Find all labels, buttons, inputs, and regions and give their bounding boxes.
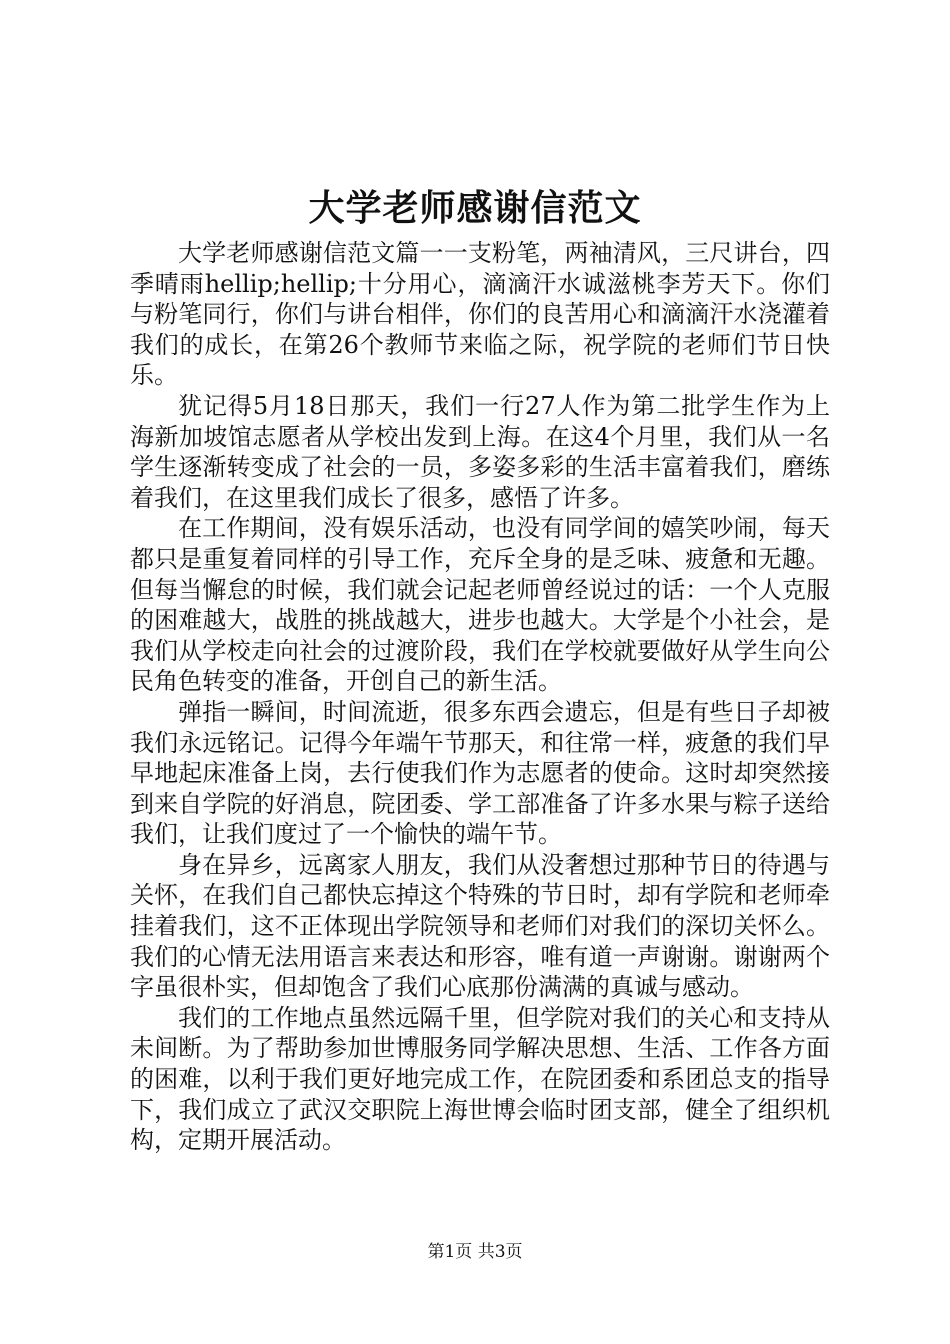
paragraph-3: 在工作期间，没有娱乐活动，也没有同学间的嬉笑吵闹，每天都只是重复着同样的引导工作，充斥全身的是乏味、疲惫和无趣。但每当懈怠的时候，我们就会记起老师曾经说过的话：一个人克服的困难越大，战胜的挑战越大，进步也越大。大学是个小社会，是我们从学校走向社会的过渡阶段，我们在学校就要做好从学生向公民角色转变的准备，开创自己的新生活。 [130, 514, 830, 696]
letter-body [130, 238, 830, 1156]
page-title: 大学老师感谢信范文 [308, 187, 642, 229]
paragraph-5: 身在异乡，远离家人朋友，我们从没奢想过那种节日的待遇与关怀，在我们自己都快忘掉这个特殊的节日时，却有学院和老师牵挂着我们，这不正体现出学院领导和老师们对我们的深切关怀么。我们的心情无法用语言来表达和形容，唯有道一声谢谢。谢谢两个字虽很朴实，但却饱含了我们心底那份满满的真诚与感动。 [130, 850, 830, 1002]
paragraph-4: 弹指一瞬间，时间流逝，很多东西会遗忘，但是有些日子却被我们永远铭记。记得今年端午节那天，和往常一样，疲惫的我们早早地起床准备上岗，去行使我们作为志愿者的使命。这时却突然接到来自学院的好消息，院团委、学工部准备了许多水果与粽子送给我们，让我们度过了一个愉快的端午节。 [130, 697, 830, 849]
page-number-footer: 第1页 共3页 [427, 1242, 523, 1262]
paragraph-1: 大学老师感谢信范文篇一一支粉笔，两袖清风，三尺讲台，四季晴雨hellip;hellip;十分用心，滴滴汗水诚滋桃李芳天下。你们与粉笔同行，你们与讲台相伴，你们的良苦用心和滴滴汗水浇灌着我们的成长，在第26个教师节来临之际，祝学院的老师们节日快乐。 [130, 239, 830, 390]
paragraph-2: 犹记得5月18日那天，我们一行27人作为第二批学生作为上海新加坡馆志愿者从学校出发到上海。在这4个月里，我们从一名学生逐渐转变成了社会的一员，多姿多彩的生活丰富着我们，磨练着我们，在这里我们成长了很多，感悟了许多。 [130, 391, 830, 512]
paragraph-6: 我们的工作地点虽然远隔千里，但学院对我们的关心和支持从未间断。为了帮助参加世博服务同学解决思想、生活、工作各方面的困难，以利于我们更好地完成工作，在院团委和系团总支的指导下，我们成立了武汉交职院上海世博会临时团支部，健全了组织机构，定期开展活动。 [130, 1003, 830, 1155]
